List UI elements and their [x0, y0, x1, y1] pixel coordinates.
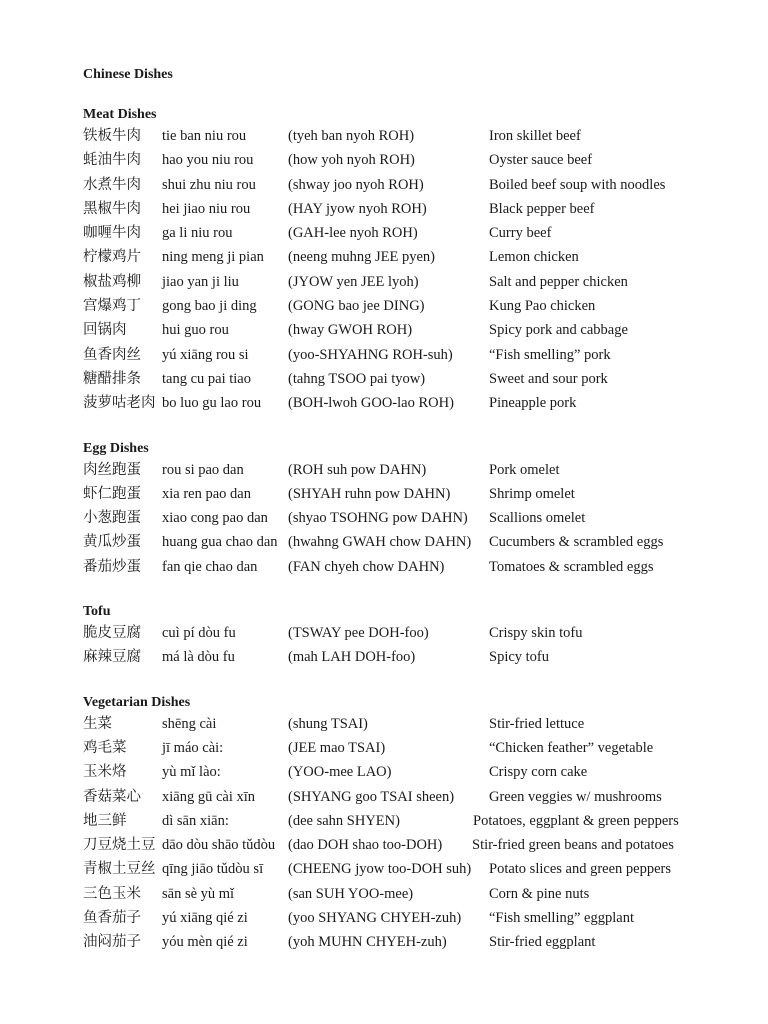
- dish-chinese-name: 香菇菜心: [83, 788, 141, 805]
- dish-pinyin: hui guo rou: [162, 322, 229, 339]
- dish-row: [83, 785, 753, 809]
- dish-pinyin: xiāng gū cài xīn: [162, 788, 256, 805]
- dish-english-name: Spicy pork and cabbage: [489, 322, 628, 339]
- dish-english-name: Spicy tofu: [489, 649, 550, 666]
- dish-row: [83, 148, 753, 172]
- dish-chinese-name: 铁板牛肉: [83, 128, 141, 144]
- dish-english-name: Green veggies w/ mushrooms: [489, 788, 662, 805]
- dish-pinyin: qīng jiāo tǔdòu sī: [162, 861, 264, 878]
- dish-row: [83, 270, 753, 294]
- dish-english-name: Kung Pao chicken: [489, 298, 596, 315]
- dish-row: [83, 736, 753, 760]
- dish-pronunciation: (shway joo nyoh ROH): [288, 176, 424, 193]
- dish-row: [83, 906, 753, 930]
- dish-english-name: Crispy corn cake: [489, 764, 588, 781]
- dish-pinyin: hao you niu rou: [162, 152, 254, 169]
- dish-row: [83, 621, 753, 645]
- dish-pinyin: gong bao ji ding: [162, 298, 257, 315]
- dish-chinese-name: 黄瓜炒蛋: [83, 534, 141, 551]
- dish-chinese-name: 菠萝咕老肉: [83, 395, 156, 412]
- dish-chinese-name: 青椒土豆丝: [83, 861, 156, 878]
- dish-row: [83, 245, 753, 269]
- dish-chinese-name: 麻辣豆腐: [83, 649, 141, 666]
- dish-chinese-name: 鱼香肉丝: [83, 346, 141, 363]
- dish-chinese-name: 回锅肉: [83, 322, 127, 339]
- dish-pronunciation: (yoo-SHYAHNG ROH-suh): [288, 346, 453, 363]
- dish-chinese-name: 蚝油牛肉: [83, 152, 141, 169]
- dish-row: [83, 882, 753, 906]
- dish-english-name: Black pepper beef: [489, 200, 595, 217]
- dish-chinese-name: 柠檬鸡片: [83, 249, 141, 266]
- dish-row: [83, 857, 753, 881]
- dish-pronunciation: (san SUH YOO-mee): [288, 885, 414, 902]
- dish-pronunciation: (shung TSAI): [288, 715, 368, 732]
- dish-pinyin: shēng cài: [162, 715, 217, 732]
- dish-english-name: Stir-fried green beans and potatoes: [472, 837, 674, 854]
- section-heading: Meat Dishes: [83, 107, 157, 122]
- dish-pinyin: hei jiao niu rou: [162, 200, 251, 217]
- dish-pronunciation: (TSWAY pee DOH-foo): [288, 625, 429, 642]
- dish-english-name: Stir-fried eggplant: [489, 934, 596, 951]
- dish-pronunciation: (CHEENG jyow too-DOH suh): [288, 861, 472, 878]
- dish-pinyin: jiao yan ji liu: [162, 273, 239, 290]
- dish-row: [83, 173, 753, 197]
- menu-section: [83, 694, 753, 955]
- dish-pronunciation: (dee sahn SHYEN): [288, 812, 400, 829]
- dish-pinyin: jī máo cài:: [162, 739, 224, 756]
- dish-pinyin: bo luo gu lao rou: [162, 395, 262, 412]
- dish-row: [83, 391, 753, 415]
- dish-pronunciation: (SHYANG goo TSAI sheen): [288, 788, 455, 805]
- dish-pinyin: sān sè yù mǐ: [162, 885, 235, 902]
- dish-pronunciation: (hwahng GWAH chow DAHN): [288, 534, 472, 551]
- dish-pinyin: dāo dòu shāo tǔdòu: [162, 837, 276, 854]
- document-page: [83, 66, 753, 955]
- dish-row: [83, 197, 753, 221]
- dish-english-name: Potato slices and green peppers: [489, 861, 672, 878]
- dish-english-name: Crispy skin tofu: [489, 625, 583, 642]
- dish-english-name: Sweet and sour pork: [489, 370, 608, 387]
- dish-english-name: Pineapple pork: [489, 395, 577, 412]
- dish-row: [83, 294, 753, 318]
- dish-english-name: Tomatoes & scrambled eggs: [489, 558, 654, 575]
- dish-chinese-name: 糖醋排条: [83, 370, 141, 387]
- dish-row: [83, 124, 753, 148]
- dish-pronunciation: (BOH-lwoh GOO-lao ROH): [288, 395, 454, 412]
- dish-pinyin: yú xiāng qié zi: [162, 910, 248, 927]
- dish-pronunciation: (tahng TSOO pai tyow): [288, 370, 426, 387]
- dish-pronunciation: (ROH suh pow DAHN): [288, 461, 427, 478]
- dish-row: [83, 712, 753, 736]
- dish-chinese-name: 玉米烙: [83, 764, 127, 781]
- dish-chinese-name: 鸡毛菜: [83, 739, 127, 756]
- dish-english-name: Corn & pine nuts: [489, 885, 590, 902]
- dish-english-name: “Fish smelling” eggplant: [489, 910, 634, 927]
- dish-pronunciation: (hway GWOH ROH): [288, 322, 413, 339]
- dish-row: [83, 506, 753, 530]
- dish-pronunciation: (yoo SHYANG CHYEH-zuh): [288, 910, 462, 927]
- dish-english-name: Boiled beef soup with noodles: [489, 176, 666, 193]
- dish-english-name: Potatoes, eggplant & green peppers: [473, 812, 679, 829]
- dish-pinyin: yù mǐ lào:: [162, 764, 221, 781]
- dish-chinese-name: 鱼香茄子: [83, 910, 141, 927]
- dish-row: [83, 555, 753, 579]
- dish-pinyin: fan qie chao dan: [162, 558, 258, 575]
- dish-english-name: Salt and pepper chicken: [489, 273, 628, 290]
- dish-chinese-name: 刀豆烧土豆: [83, 837, 156, 854]
- dish-pronunciation: (GONG bao jee DING): [288, 298, 425, 315]
- dish-chinese-name: 宫爆鸡丁: [83, 298, 141, 315]
- dish-english-name: Stir-fried lettuce: [489, 715, 585, 732]
- dish-chinese-name: 椒盐鸡柳: [83, 273, 141, 290]
- dish-english-name: Scallions omelet: [489, 510, 586, 527]
- dish-row: [83, 343, 753, 367]
- dish-pronunciation: (yoh MUHN CHYEH-zuh): [288, 934, 447, 951]
- dish-pronunciation: (FAN chyeh chow DAHN): [288, 558, 445, 575]
- dish-chinese-name: 小葱跑蛋: [83, 510, 141, 527]
- dish-english-name: Shrimp omelet: [489, 485, 575, 502]
- dish-pinyin: tie ban niu rou: [162, 128, 247, 144]
- dish-row: [83, 833, 753, 857]
- section-heading: Vegetarian Dishes: [83, 694, 191, 710]
- dish-chinese-name: 咖喱牛肉: [83, 225, 141, 242]
- dish-chinese-name: 肉丝跑蛋: [83, 461, 141, 478]
- dish-pronunciation: (JYOW yen JEE lyoh): [288, 273, 419, 290]
- dish-row: [83, 530, 753, 554]
- dish-pinyin: shui zhu niu rou: [162, 176, 256, 193]
- dish-chinese-name: 黑椒牛肉: [83, 200, 141, 217]
- dish-pinyin: xiao cong pao dan: [162, 510, 268, 527]
- dish-english-name: Oyster sauce beef: [489, 152, 593, 169]
- dish-pinyin: yú xiāng rou si: [162, 346, 249, 363]
- menu-section: [83, 603, 753, 670]
- dish-english-name: Pork omelet: [489, 461, 560, 478]
- document-title: Chinese Dishes: [83, 67, 173, 82]
- dish-pronunciation: (GAH-lee nyoh ROH): [288, 225, 418, 242]
- dish-pronunciation: (dao DOH shao too-DOH): [288, 837, 443, 854]
- dish-row: [83, 760, 753, 784]
- dish-pinyin: tang cu pai tiao: [162, 370, 251, 387]
- dish-pronunciation: (SHYAH ruhn pow DAHN): [288, 485, 451, 502]
- dish-pinyin: huang gua chao dan: [162, 534, 278, 551]
- dish-pronunciation: (neeng muhng JEE pyen): [288, 249, 435, 266]
- dish-pinyin: rou si pao dan: [162, 461, 244, 478]
- dish-pinyin: ning meng ji pian: [162, 249, 264, 266]
- dish-english-name: Lemon chicken: [489, 249, 579, 266]
- dish-pinyin: cuì pí dòu fu: [162, 625, 236, 642]
- dish-english-name: “Chicken feather” vegetable: [489, 739, 654, 756]
- dish-row: [83, 645, 753, 669]
- dish-pronunciation: (YOO-mee LAO): [288, 764, 392, 781]
- dish-pronunciation: (JEE mao TSAI): [288, 739, 386, 756]
- dish-chinese-name: 三色玉米: [83, 885, 141, 902]
- dish-pronunciation: (how yoh nyoh ROH): [288, 152, 415, 169]
- dish-pronunciation: (tyeh ban nyoh ROH): [288, 128, 415, 144]
- dish-pinyin: ga li niu rou: [162, 225, 233, 242]
- dish-chinese-name: 地三鲜: [83, 812, 127, 829]
- dish-english-name: Curry beef: [489, 225, 552, 242]
- section-heading: Tofu: [83, 604, 111, 620]
- dish-row: [83, 809, 753, 833]
- dish-chinese-name: 水煮牛肉: [83, 176, 141, 193]
- dish-row: [83, 930, 753, 954]
- dish-row: [83, 318, 753, 342]
- dish-chinese-name: 虾仁跑蛋: [83, 485, 141, 502]
- menu-section: [83, 440, 753, 579]
- dish-pronunciation: (shyao TSOHNG pow DAHN): [288, 510, 468, 527]
- dish-pronunciation: (HAY jyow nyoh ROH): [288, 200, 427, 217]
- dish-pinyin: yóu mèn qié zi: [162, 934, 248, 951]
- menu-sections: [83, 106, 753, 955]
- dish-pinyin: má là dòu fu: [162, 649, 235, 666]
- dish-row: [83, 458, 753, 482]
- dish-chinese-name: 番茄炒蛋: [83, 558, 141, 575]
- dish-english-name: Cucumbers & scrambled eggs: [489, 534, 664, 551]
- dish-english-name: “Fish smelling” pork: [489, 346, 611, 363]
- section-heading: Egg Dishes: [83, 440, 149, 456]
- dish-chinese-name: 生菜: [83, 715, 112, 732]
- dish-pronunciation: (mah LAH DOH-foo): [288, 649, 416, 666]
- dish-english-name: Iron skillet beef: [489, 128, 581, 144]
- menu-section: [83, 106, 753, 416]
- dish-row: [83, 367, 753, 391]
- dish-pinyin: xia ren pao dan: [162, 485, 251, 502]
- dish-row: [83, 482, 753, 506]
- dish-chinese-name: 脆皮豆腐: [83, 625, 141, 642]
- dish-row: [83, 221, 753, 245]
- dish-chinese-name: 油闷茄子: [83, 934, 141, 951]
- dish-pinyin: dì sān xiān:: [162, 812, 229, 829]
